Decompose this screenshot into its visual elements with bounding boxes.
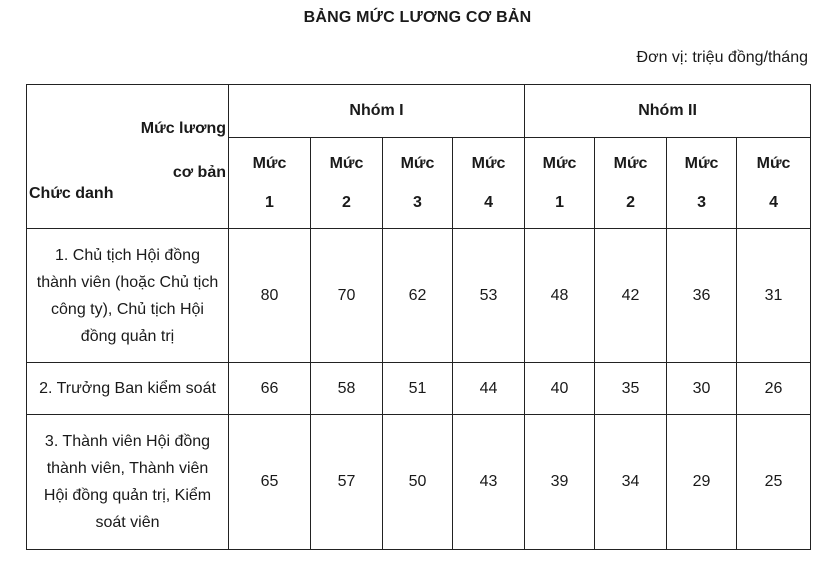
table-row — [27, 229, 811, 363]
salary-value-cell: 48 — [525, 229, 595, 363]
salary-value-cell: 35 — [595, 363, 667, 415]
salary-value-cell: 34 — [595, 415, 667, 550]
salary-value-cell: 43 — [453, 415, 525, 550]
group-header-2: Nhóm II — [525, 85, 811, 138]
salary-value-cell: 80 — [229, 229, 311, 363]
salary-value-cell: 53 — [453, 229, 525, 363]
salary-value-cell: 65 — [229, 415, 311, 550]
salary-value-cell: 25 — [737, 415, 811, 550]
level-word: Mức — [684, 155, 719, 172]
salary-value-cell: 50 — [383, 415, 453, 550]
table-row — [27, 363, 811, 415]
salary-value-cell: 30 — [667, 363, 737, 415]
level-header-cell — [229, 138, 311, 229]
level-word: Mức — [329, 155, 364, 172]
level-word: Mức — [252, 155, 287, 172]
level-header-cell — [311, 138, 383, 229]
table-body — [27, 229, 811, 550]
level-header-cell — [453, 138, 525, 229]
level-header-cell — [667, 138, 737, 229]
level-word: Mức — [400, 155, 435, 172]
corner-top-label — [141, 107, 226, 195]
table-row — [27, 415, 811, 550]
level-number: 1 — [555, 194, 564, 211]
corner-top-line1: Mức lương — [140, 120, 226, 137]
role-line: 1. Chủ tịch Hội đồng — [55, 246, 200, 264]
salary-value-cell: 42 — [595, 229, 667, 363]
level-number: 1 — [265, 194, 274, 211]
salary-value-cell: 31 — [737, 229, 811, 363]
salary-value-cell: 36 — [667, 229, 737, 363]
level-header-cell — [383, 138, 453, 229]
level-header-cell — [737, 138, 811, 229]
salary-value-cell: 62 — [383, 229, 453, 363]
level-number: 4 — [769, 194, 778, 211]
salary-value-cell: 58 — [311, 363, 383, 415]
salary-value-cell: 51 — [383, 363, 453, 415]
group-header-1: Nhóm I — [229, 85, 525, 138]
role-line: đồng quản trị — [80, 327, 175, 345]
page-title: BẢNG MỨC LƯƠNG CƠ BẢN — [303, 9, 532, 26]
role-cell — [27, 229, 229, 363]
role-line: công ty), Chủ tịch Hội — [51, 300, 204, 318]
level-word: Mức — [613, 155, 648, 172]
salary-table — [26, 84, 811, 550]
role-line: Hội đồng quản trị, Kiểm — [43, 487, 212, 504]
corner-bottom-label: Chức danh — [29, 185, 114, 202]
salary-value-cell: 44 — [453, 363, 525, 415]
salary-value-cell: 29 — [667, 415, 737, 550]
role-line: 3. Thành viên Hội đồng — [44, 433, 211, 450]
level-word: Mức — [756, 155, 791, 172]
level-number: 3 — [697, 194, 706, 211]
role-line: 2. Trưởng Ban kiểm soát — [39, 380, 216, 397]
salary-value-cell: 66 — [229, 363, 311, 415]
level-word: Mức — [542, 155, 577, 172]
salary-value-cell: 26 — [737, 363, 811, 415]
corner-header-cell — [27, 85, 229, 229]
level-number: 4 — [484, 194, 493, 211]
level-header-cell — [525, 138, 595, 229]
corner-top-line2: cơ bản — [172, 164, 226, 181]
role-cell — [27, 415, 229, 550]
role-line: thành viên, Thành viên — [46, 460, 209, 477]
level-word: Mức — [471, 155, 506, 172]
salary-value-cell: 57 — [311, 415, 383, 550]
role-cell — [27, 363, 229, 415]
level-number: 2 — [342, 194, 351, 211]
level-number: 3 — [413, 194, 422, 211]
salary-value-cell: 70 — [311, 229, 383, 363]
level-header-cell — [595, 138, 667, 229]
salary-value-cell: 39 — [525, 415, 595, 550]
group-header-row — [27, 85, 811, 138]
salary-value-cell: 40 — [525, 363, 595, 415]
level-number: 2 — [626, 194, 635, 211]
role-line: soát viên — [95, 514, 160, 531]
role-line: thành viên (hoặc Chủ tịch — [36, 273, 219, 291]
unit-note: Đơn vị: triệu đồng/tháng — [636, 49, 808, 66]
